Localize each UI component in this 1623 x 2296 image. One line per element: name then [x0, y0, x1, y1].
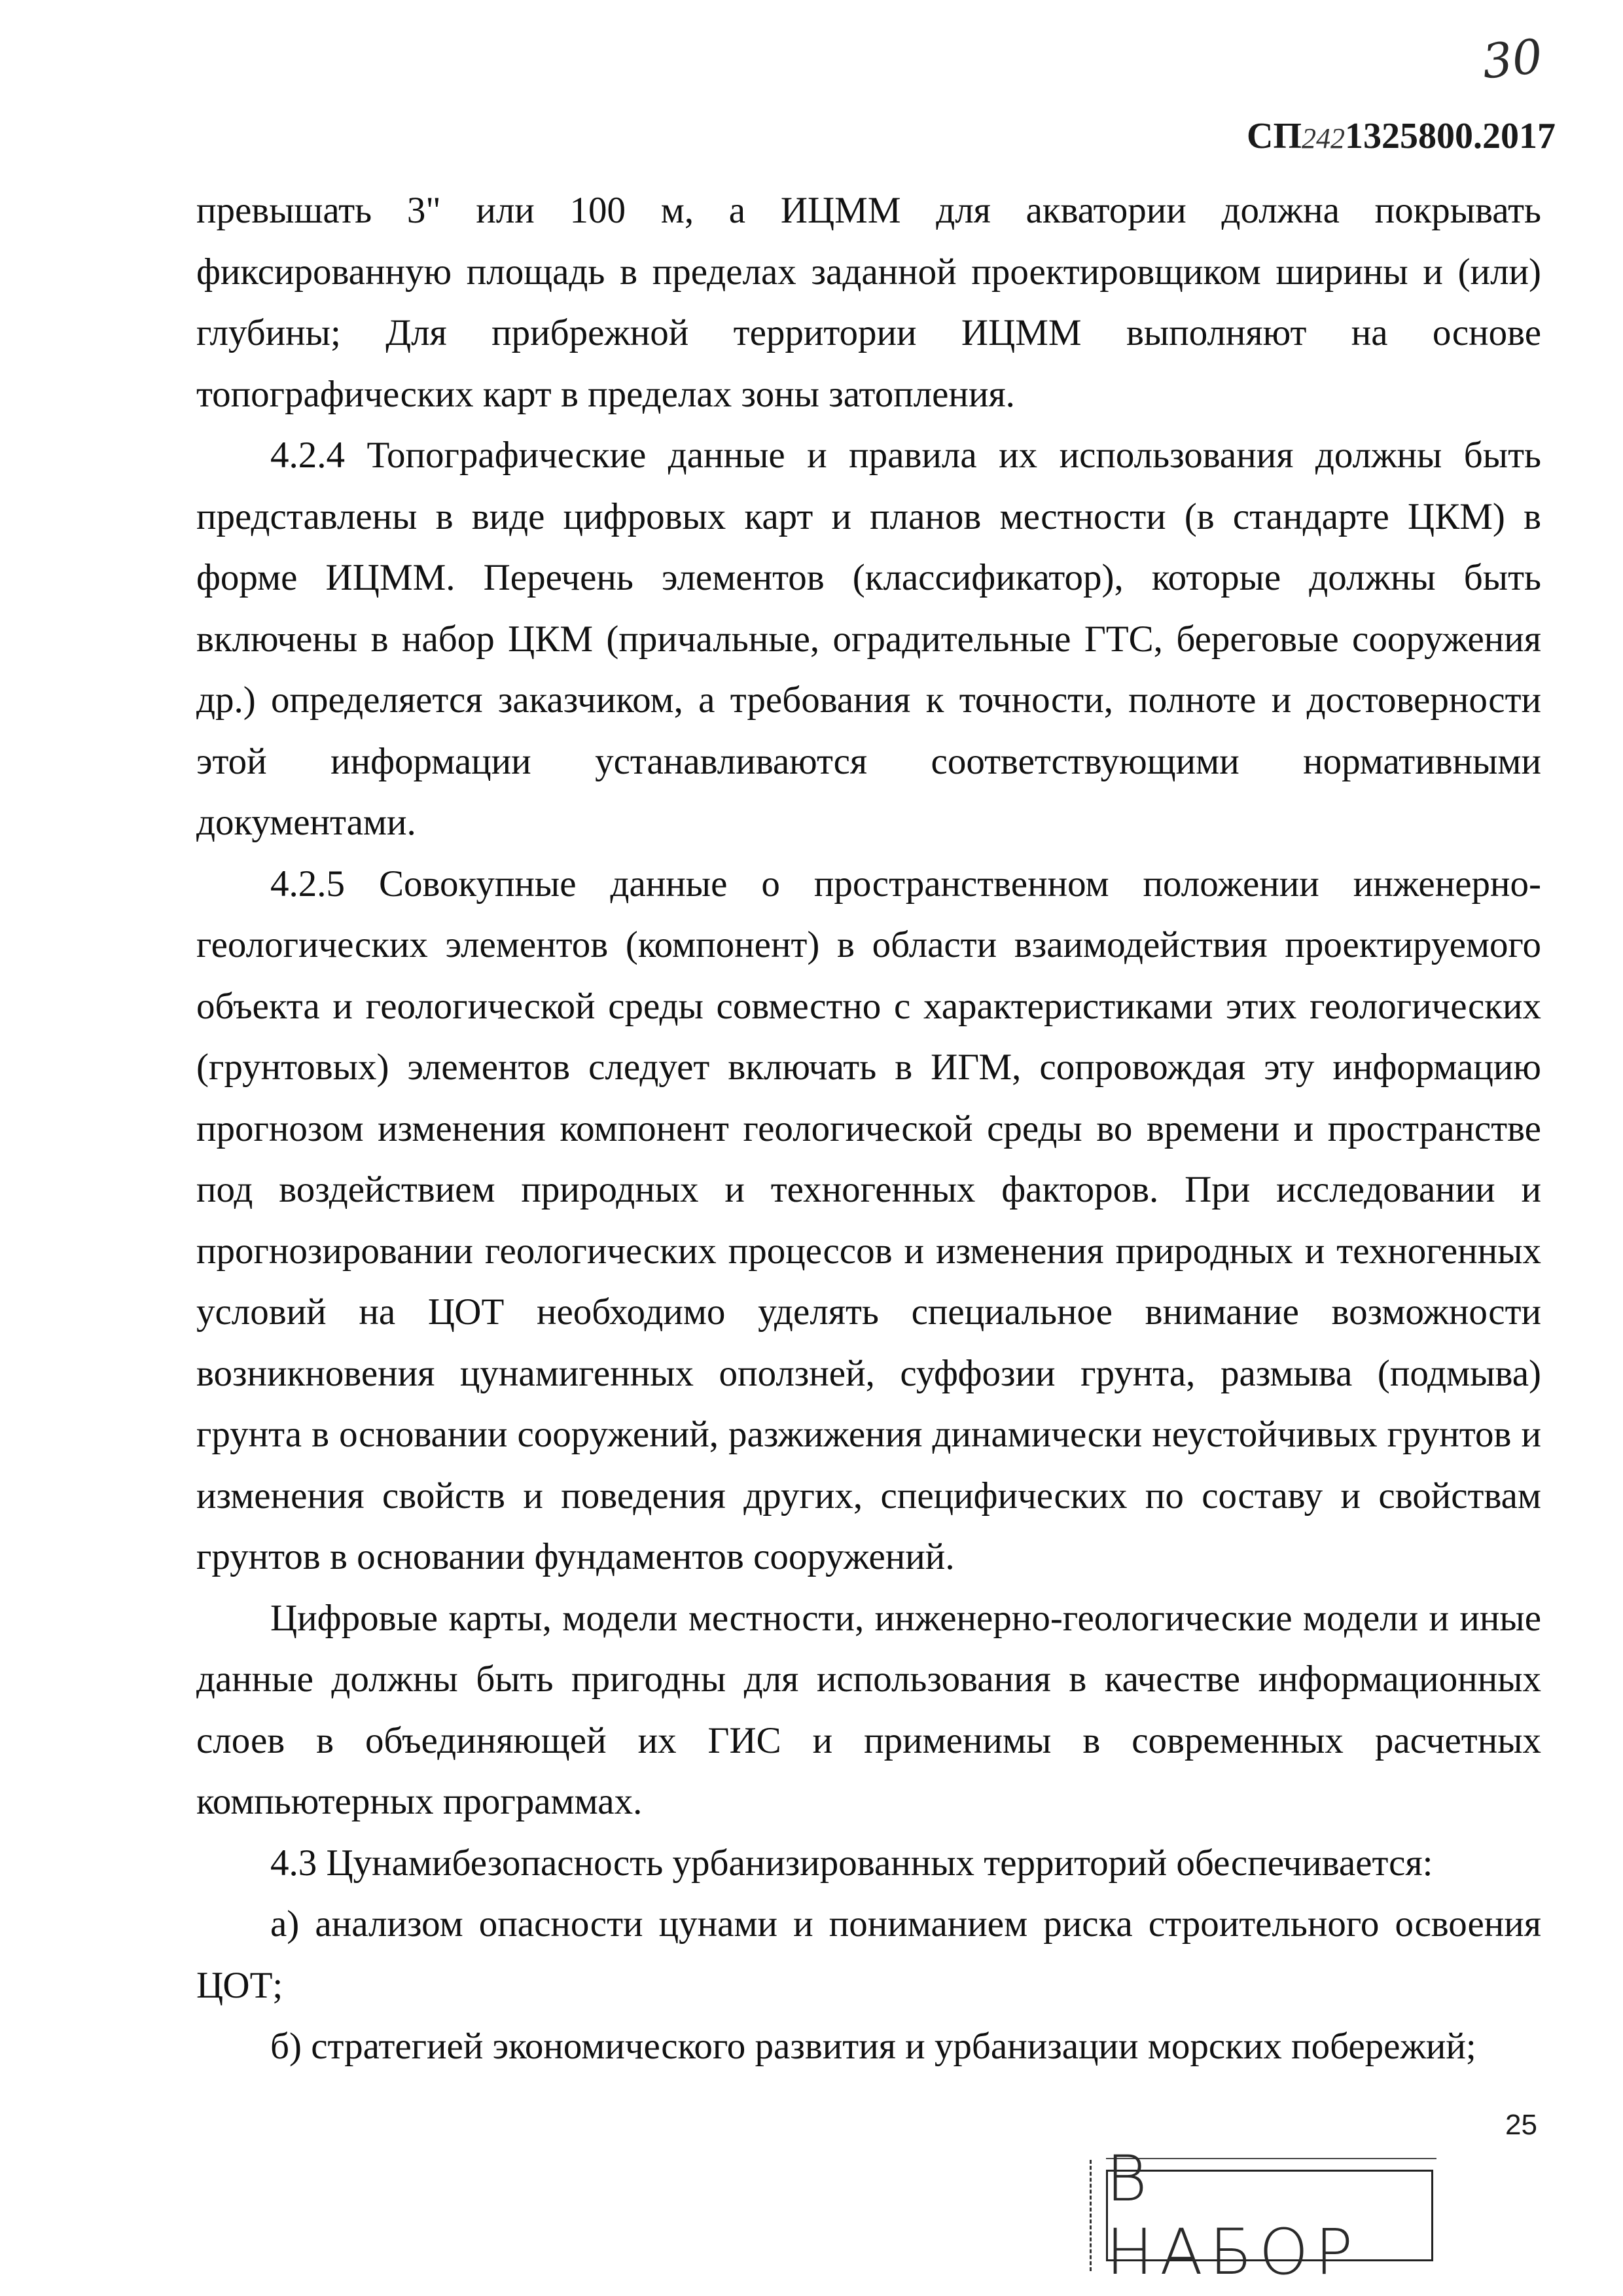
stamp-label: В НАБОР — [1106, 2142, 1360, 2289]
paragraph-digital-maps: Цифровые карты, модели местности, инженерно-геологические модели и иные данные должны быть пригодны для использования в качестве информационных слоев в объединяющей их ГИС и применимы в современных расчетных компьютерных программах. — [196, 1597, 1541, 1822]
paragraph-4-2-4: 4.2.4 Топографические данные и правила их использования должны быть представлены в виде цифровых карт и планов местности (в стандарте ЦКМ) в форме ИЦММ. Перечень элементов (классификатор), которые должны быть включены в набор ЦКМ (причальные, оградительные ГТС, береговые сооружения др.) определяется заказчиком, а требования к точности, полноте и достоверности этой информации устанавливаются соответствующими нормативными документами. — [196, 435, 1541, 843]
doc-prefix: СП — [1247, 116, 1302, 156]
paragraph-continuation: превышать 3" или 100 м, а ИЦММ для акватории должна покрывать фиксированную площадь в пределах заданной проектировщиком ширины и (или) глубины; Для прибрежной территории ИЦММ выполняют на основе топографических карт в пределах зоны затопления. — [196, 190, 1541, 415]
doc-suffix: 1325800.2017 — [1345, 116, 1556, 156]
list-item-a: а) анализом опасности цунами и пониманием риска строительного освоения ЦОТ; — [196, 1903, 1541, 2006]
paragraph-4-3: 4.3 Цунамибезопасность урбанизированных территорий обеспечивается: — [270, 1842, 1433, 1884]
doc-handwritten-insert: 242 — [1302, 122, 1345, 154]
handwritten-page-number: 30 — [1479, 28, 1545, 90]
document-body — [196, 180, 1541, 2077]
list-item-b: б) стратегией экономического развития и урбанизации морских побережий; — [270, 2026, 1476, 2067]
page-number: 25 — [1505, 2109, 1537, 2141]
stamp-dashed-line — [1090, 2160, 1092, 2271]
document-code — [1247, 115, 1556, 157]
paragraph-4-2-5: 4.2.5 Совокупные данные о пространственном положении инженерно-геологических элементов (компонент) в области взаимодействия проектируемого объекта и геологической среды совместно с характеристиками этих геологических (грунтовых) элементов следует включать в ИГМ, сопровождая эту информацию прогнозом изменения компонент геологической среды во времени и пространстве под воздействием природных и техногенных факторов. При исследовании и прогнозировании геологических процессов и изменения природных и техногенных условий на ЦОТ необходимо уделять специальное внимание возможности возникновения цунамигенных оползней, суффозии грунта, размыва (подмыва) грунта в основании сооружений, разжижения динамически неустойчивых грунтов и изменения свойств и поведения других, специфических по составу и свойствам грунтов в основании фундаментов сооружений. — [196, 863, 1541, 1577]
